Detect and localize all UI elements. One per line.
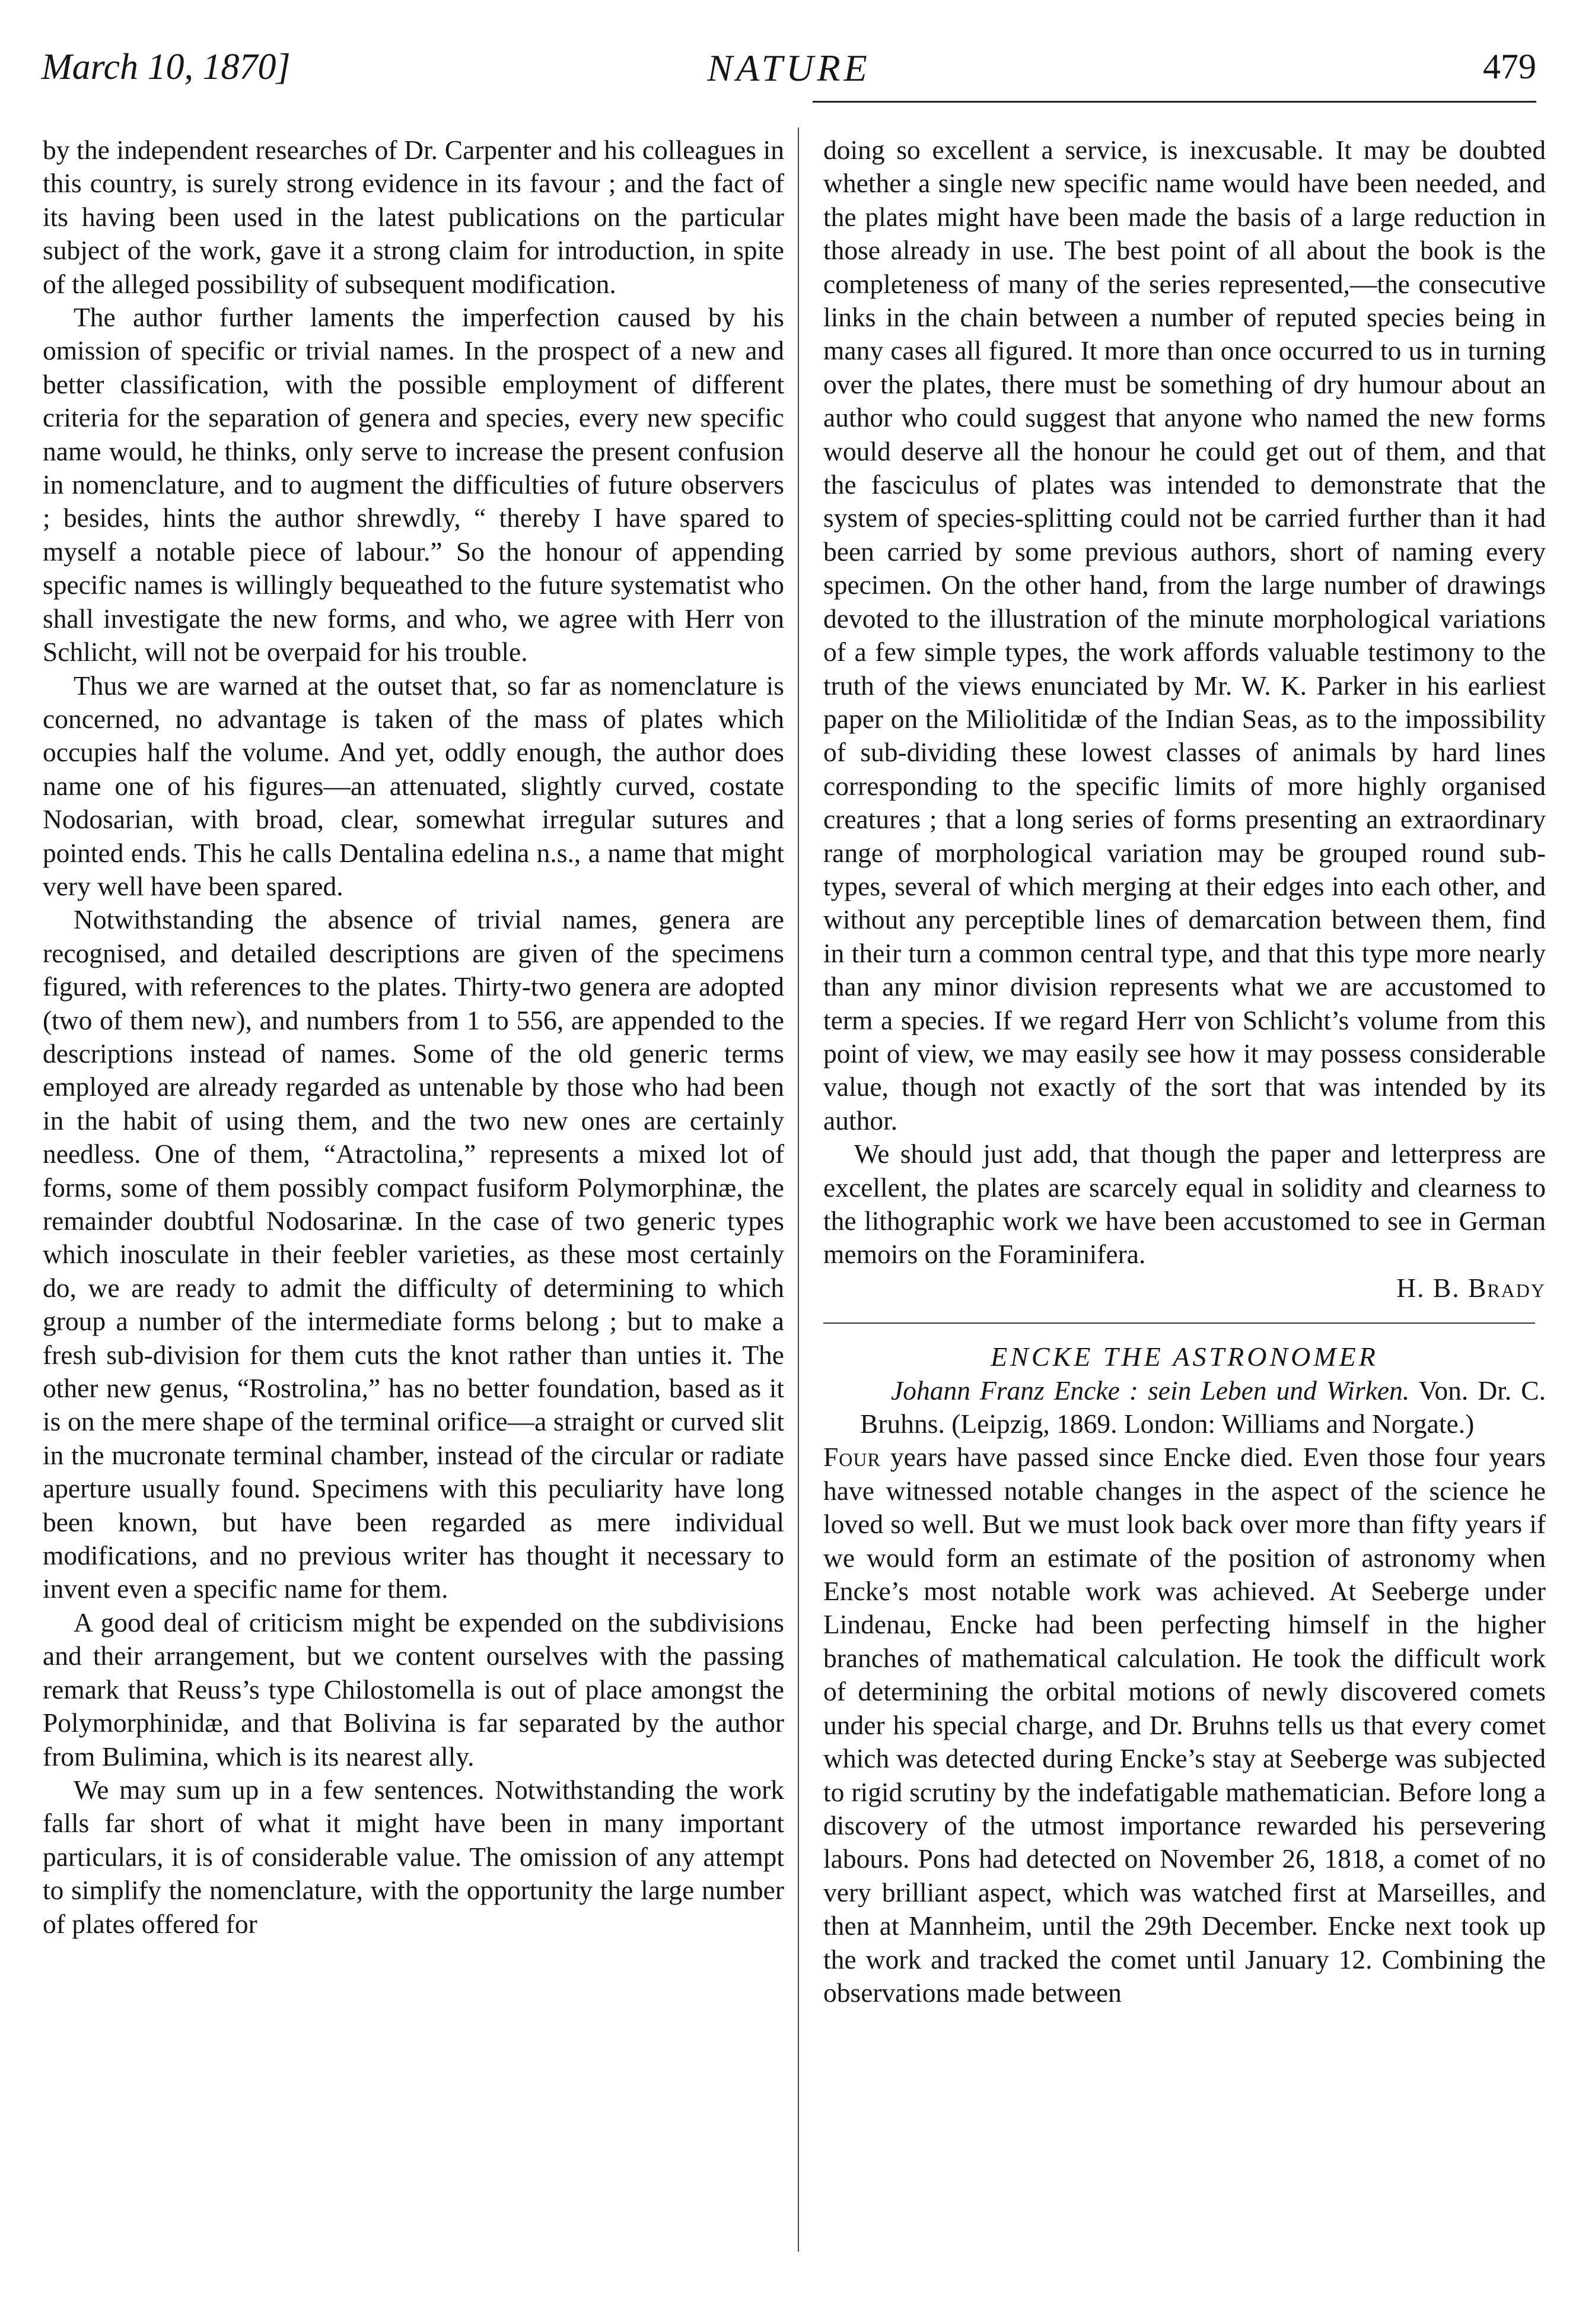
encke-paragraph-1: [823, 1441, 1546, 2010]
left-paragraph-1: by the independent researches of Dr. Carpenter and his colleagues in this country, is surely strong evidence in its favour ; and the fact of its having been used in the latest publications on the particular subject of the work, gave it a strong claim for introduction, in spite of the alleged possibility of subsequent modification.: [43, 135, 784, 299]
right-paragraph-1: doing so excellent a service, is inexcusable. It may be doubted whether a single new specific name would have been needed, and the plates might have been made the basis of a large reduction in those already in use. The best point of all about the book is the completeness of many of the series represented,—the consecutive links in the chain between a number of reputed species being in many cases all figured. It more than once occurred to us in turning over the plates, there must be something of dry humour about an author who could suggest that anyone who named the new forms would deserve all the honour he could get out of them, and that the fasciculus of plates was intended to demonstrate that the system of species-splitting could not be carried further than it had been carried by some previous authors, short of naming every specimen. On the other hand, from the large number of drawings devoted to the illustration of the minute morphological variations of a few simple types, the work affords valuable testimony to the truth of the views enunciated by Mr. W. K. Parker in his earliest paper on the Miliolitidæ of the Indian Seas, as to the impossibility of sub-dividing these lowest classes of animals by hard lines corresponding to the specific limits of more highly organised creatures ; that a long series of forms presenting an extraordinary range of morphological variation may be grouped round sub-types, several of which merging at their edges into each other, and without any perceptible lines of demarcation between them, find in their turn a common central type, and that this type more nearly than any minor division represents what we are accustomed to term a species. If we regard Herr von Schlicht’s volume from this point of view, we may easily see how it may possess considerable value, though not exactly of the sort that was intended by its author.: [823, 135, 1546, 1136]
encke-paragraph-text: years have passed since Encke died. Even those four years have witnessed notable changes in the aspect of the science he loved so well. But we must look back over more than fifty years if we would form an estimate of the position of astronomy when Encke’s most notable work was achieved. At Seeberge under Lindenau, Encke had been perfecting himself in the higher branches of mathematical calculation. He took the difficult work of determining the orbital motions of newly discovered comets under his special charge, and Dr. Bruhns tells us that every comet which was detected during Encke’s stay at Seeberge was subjected to rigid scrutiny by the indefatigable mathematician. Before long a discovery of the utmost importance rewarded his persevering labours. Pons had detected on November 26, 1818, a comet of no very brilliant aspect, which was watched first at Marseilles, and then at Mannheim, until the 29th December. Encke next took up the work and tracked the comet until January 12. Combining the observations made between: [823, 1442, 1546, 2008]
right-paragraph-2: We should just add, that though the paper and letterpress are excellent, the plates are scarcely equal in solidity and clearness to the lithographic work we have been accustomed to see in German memoirs on the Foraminifera.: [823, 1139, 1546, 1270]
left-column: [43, 133, 784, 1941]
book-citation: [823, 1374, 1546, 1441]
right-column: [823, 133, 1546, 2010]
left-paragraph-5: A good deal of criticism might be expended on the subdivisions and their arrangement, but we content ourselves with the passing remark that Reuss’s type Chilostomella is out of place amongst the Polymorphinidæ, and that Bolivina is far separated by the author from Bulimina, which is its nearest ally.: [43, 1607, 784, 1772]
header-rule: [813, 101, 1536, 103]
header-date: March 10, 1870]: [42, 47, 291, 87]
review-signature: H. B. Brady: [1396, 1272, 1546, 1303]
left-paragraph-2: The author further laments the imperfection caused by his omission of specific or trivial names. In the prospect of a new and better classification, with the possible employment of different criteria for the separation of genera and species, every new specific name would, he thinks, only serve to increase the present confusion in nomenclature, and to augment the difficulties of future observers ; besides, hints the author shrewdly, “ thereby I have spared to myself a notable piece of labour.” So the honour of appending specific names is willingly bequeathed to the future systematist who shall investigate the new forms, and who, we agree with Herr von Schlicht, will not be overpaid for his trouble.: [43, 302, 784, 667]
left-paragraph-6: We may sum up in a few sentences. Notwithstanding the work falls far short of what it might have been in many important particulars, it is of considerable value. The omission of any attempt to simplify the nomenclature, with the opportunity the large number of plates offered for: [43, 1774, 784, 1939]
encke-lead-word: Four: [823, 1442, 881, 1473]
header-page-number: 479: [1483, 47, 1536, 86]
left-paragraph-4: Notwithstanding the absence of trivial names, genera are recognised, and detailed descriptions are given of the specimens figured, with references to the plates. Thirty-two genera are adopted (two of them new), and numbers from 1 to 556, are appended to the descriptions instead of names. Some of the old generic terms employed are already regarded as untenable by those who had been in the habit of using them, and the two new ones are certainly needless. One of them, “Atractolina,” represents a mixed lot of forms, some of them possibly compact fusiform Polymorphinæ, the remainder doubtful Nodosarinæ. In the case of two generic types which inosculate in their feebler varieties, as these most certainly do, we are ready to admit the difficulty of determining to which group a number of the intermediate forms belong ; but to make a fresh sub-division for them cuts the knot rather than unties it. The other new genus, “Rostrolina,” has no better foundation, based as it is on the mere shape of the terminal orifice—a straight or curved slit in the mucronate terminal chamber, instead of the circular or radiate aperture usually found. Specimens with this peculiarity have long been known, but have been regarded as mere individual modifications, and no previous writer has thought it necessary to invent even a specific name for them.: [43, 904, 784, 1604]
section-rule: [823, 1322, 1535, 1324]
page-header: [42, 46, 1536, 106]
section-title: ENCKE THE ASTRONOMER: [991, 1341, 1378, 1372]
left-paragraph-3: Thus we are warned at the outset that, so far as nomenclature is concerned, no advantage is taken of the mass of plates which occupies half the volume. And yet, oddly enough, the author does name one of his figures—an attenuated, slightly curved, costate Nodosarian, with broad, clear, somewhat irregular sutures and pointed ends. This he calls Dentalina edelina n.s., a name that might very well have been spared.: [43, 670, 784, 901]
citation-title: Johann Franz Encke : sein Leben und Wirken.: [891, 1375, 1410, 1406]
citation-details: Von. Dr. C. Bruhns. (Leipzig, 1869. London: Williams and Norgate.): [860, 1375, 1546, 1439]
column-divider: [798, 128, 799, 2252]
header-journal-title: NATURE: [707, 47, 871, 89]
